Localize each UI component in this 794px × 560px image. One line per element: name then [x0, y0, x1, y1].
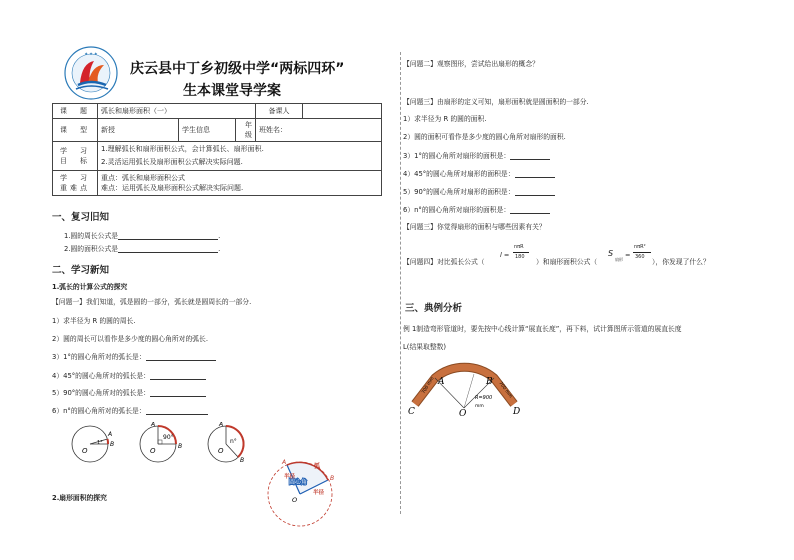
info-table — [52, 103, 382, 196]
subsection-arc: 1.弧长的计算公式的探究 — [52, 283, 128, 291]
page-subtitle: 生本课堂导学案 — [183, 83, 281, 99]
label-grade: 年级 — [236, 119, 256, 142]
problem-4-part3: ），你发现了什么？ — [652, 258, 710, 266]
problem-2: 【问题二】观察图形，尝试给出扇形的概念？ — [403, 60, 539, 68]
circle-figure-90deg — [140, 422, 182, 462]
arc-figures — [68, 422, 388, 532]
point-b-label: B — [110, 441, 115, 448]
point-o-label: O — [218, 447, 224, 455]
point-b-label: B — [240, 457, 245, 464]
problem-4-part1: 【问题四】对比弧长公式（ — [403, 258, 485, 266]
problem-1-item: 3）1°的圆心角所对的弧长是： — [52, 351, 216, 361]
angle-label: 90° — [163, 434, 174, 441]
circle-figure-1deg — [72, 426, 114, 462]
sector-arc-label: 弧 — [314, 463, 321, 470]
pipe-point-d: D — [513, 407, 521, 417]
sector-point-b-label: B — [330, 475, 335, 482]
point-o-label: O — [82, 447, 88, 455]
key-point-line: 重点：弧长和扇形面积公式 — [101, 174, 185, 182]
pipe-point-a: A — [438, 377, 445, 387]
problem-3-item: 4）45°的圆心角所对扇形的面积是： — [403, 168, 555, 178]
goal-line: 2.灵活运用弧长及扇形面积公式解决实际问题. — [101, 158, 243, 166]
type-value: 新授 — [98, 119, 179, 142]
section-review: 一、复习旧知 — [52, 212, 110, 223]
problem-1-item: 1）求半径为 R 的圆的周长. — [52, 317, 136, 325]
review-q1: 1.圆的周长公式是 . — [64, 232, 221, 240]
label-key-points: 学 习 重难点 — [53, 171, 98, 196]
table-row — [53, 104, 382, 119]
section-new: 二、学习新知 — [52, 265, 110, 276]
circle-figure-ndeg — [208, 422, 244, 464]
sector-point-a-label: A — [282, 459, 287, 466]
problem-3: 【问题三】由扇形的定义可知，扇形面积就是圆面积的一部分. — [403, 98, 589, 106]
angle-label: n° — [230, 438, 237, 445]
label-preparer: 备课人 — [256, 104, 303, 119]
key-point-line: 难点：运用弧长及扇形面积公式解决实际问题. — [101, 184, 244, 192]
section-examples: 三、典例分析 — [405, 303, 463, 314]
problem-3-item: 5）90°的圆心角所对扇形的面积是： — [403, 186, 555, 196]
problem-3b: 【问题三】你觉得扇形的面积与哪些因素有关？ — [403, 223, 546, 231]
school-logo — [60, 45, 122, 101]
table-row — [53, 119, 382, 142]
pipe-length-left: 700 mm — [421, 376, 436, 396]
example-1-note: L(结果取整数) — [403, 343, 447, 351]
sector-center-angle-label: 圆心角 — [289, 479, 308, 486]
table-row — [53, 142, 382, 171]
column-divider — [400, 52, 401, 514]
pipe-point-o: O — [459, 409, 467, 419]
review-q2: 2.圆的面积公式是 . — [64, 245, 221, 253]
problem-3-item: 2）圆的面积可看作是多少度的圆心角所对扇形的面积. — [403, 133, 566, 141]
subsection-sector: 2.扇形面积的探究 — [52, 494, 107, 502]
pipe-point-b: B — [486, 377, 493, 387]
pipe-radius-label: R=900 — [475, 395, 493, 401]
angle-label: 1° — [97, 440, 103, 446]
label-topic: 课 题 — [53, 104, 98, 119]
point-a-label: A — [108, 431, 113, 438]
topic-value: 弧长和扇形面积（一） — [98, 104, 256, 119]
pipe-length-right: 700 mm — [497, 381, 513, 400]
problem-3-item: 1）求半径为 R 的圆的面积. — [403, 115, 487, 123]
label-class-name: 班姓名： — [256, 119, 382, 142]
page-title: 庆云县中丁乡初级中学“两标四环” — [130, 61, 345, 77]
problem-1: 【问题一】我们知道，弧是圆的一部分，弧长就是圆周长的一部分. — [52, 298, 252, 306]
problem-1-item: 4）45°的圆心角所对的弧长是： — [52, 370, 206, 380]
problem-3-item: 3）1°的圆心角所对扇形的面积是： — [403, 150, 550, 160]
goal-line: 1.理解弧长和扇形面积公式，会计算弧长、扇形面积. — [101, 145, 264, 153]
pipe-radius-unit: mm — [475, 404, 484, 409]
label-student: 学生信息 — [179, 119, 236, 142]
problem-1-item: 5）90°的圆心角所对的弧长是： — [52, 387, 206, 397]
sector-radius-label: 半径 — [313, 490, 325, 496]
preparer-value — [303, 104, 382, 119]
problem-4-part2: ）和扇形面积公式（ — [536, 258, 598, 266]
sector-point-o-label: O — [292, 496, 298, 504]
sector-radius-label: 半径 — [284, 474, 296, 480]
problem-3-item: 6）n°的圆心角所对扇形的面积是： — [403, 204, 550, 214]
label-type: 课 型 — [53, 119, 98, 142]
point-o-label: O — [150, 447, 156, 455]
sector-figure — [268, 459, 334, 526]
point-a-label: A — [151, 422, 156, 428]
label-goals: 学 习 目 标 — [53, 142, 98, 171]
point-a-label: A — [219, 422, 224, 428]
pipe-diagram — [400, 350, 550, 430]
problem-1-item: 2）圆的周长可以看作是多少度的圆心角所对的弧长. — [52, 335, 209, 343]
point-b-label: B — [178, 443, 183, 450]
pipe-point-c: C — [408, 407, 415, 417]
problem-1-item: 6）n°的圆心角所对的弧长是： — [52, 405, 208, 415]
example-1: 例 1制造弯形管道时，要先按中心线计算“展直长度”，再下料，试计算图所示管道的展直长度 — [403, 325, 682, 333]
svg-text:★ ★ ★: ★ ★ ★ — [84, 51, 98, 56]
table-row — [53, 171, 382, 196]
